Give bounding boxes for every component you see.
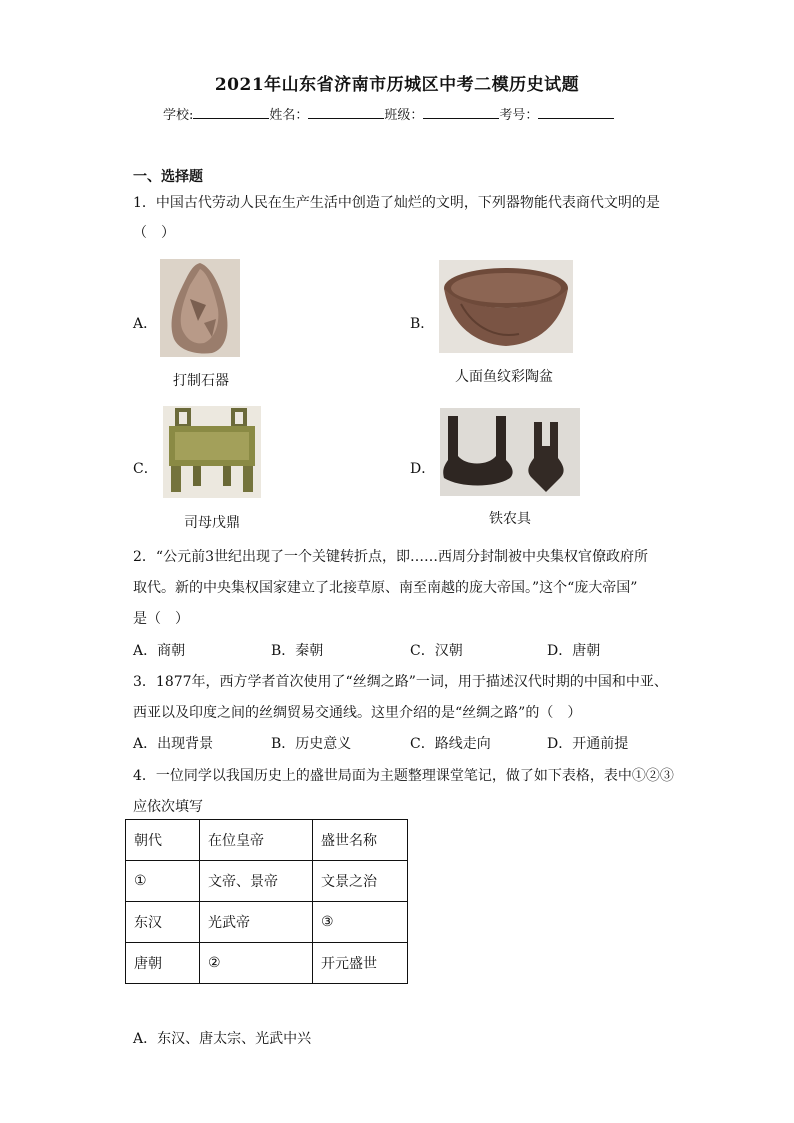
q3-options xyxy=(133,733,653,753)
table-cell: 盛世名称 xyxy=(313,820,408,861)
simuwu-ding-image xyxy=(163,406,261,498)
q1-stem-line1: 1．中国古代劳动人民在生产生活中创造了灿烂的文明，下列器物能代表商代文明的是 xyxy=(133,195,660,211)
q3-option-c[interactable]: C．路线走向 xyxy=(410,736,491,752)
section-title: 一、选择题 xyxy=(133,169,203,185)
q1-option-b-caption: 人面鱼纹彩陶盆 xyxy=(455,369,553,385)
table-cell: 唐朝 xyxy=(126,943,200,984)
name-blank[interactable] xyxy=(308,106,384,119)
page-title: 2021年山东省济南市历城区中考二模历史试题 xyxy=(214,75,580,95)
q4-stem-line1: 4．一位同学以我国历史上的盛世局面为主题整理课堂笔记，做了如下表格，表中①②③ xyxy=(133,768,674,784)
q3-option-b[interactable]: B．历史意义 xyxy=(271,736,352,752)
table-row xyxy=(126,902,408,943)
class-label: 班级： xyxy=(384,108,424,123)
table-cell: 开元盛世 xyxy=(313,943,408,984)
name-label: 姓名： xyxy=(269,108,309,123)
q2-option-b[interactable]: B．秦朝 xyxy=(271,643,324,659)
table-row xyxy=(126,943,408,984)
q1-option-d-letter[interactable]: D． xyxy=(410,461,436,477)
q1-option-a-letter[interactable]: A． xyxy=(133,316,158,332)
q1-option-c-caption: 司母戊鼎 xyxy=(184,515,240,531)
table-cell: ① xyxy=(126,861,200,902)
q4-option-a[interactable]: A．东汉、唐太宗、光武中兴 xyxy=(133,1031,312,1047)
prosperity-table xyxy=(125,819,408,984)
iron-tools-image xyxy=(440,408,580,496)
q1-option-d-caption: 铁农具 xyxy=(489,511,531,527)
q4-stem-line2: 应依次填写 xyxy=(133,799,203,815)
q3-stem-line2: 西亚以及印度之间的丝绸贸易交通线。这里介绍的是“丝绸之路”的（ ） xyxy=(133,705,582,721)
q3-stem-line1: 3．1877年，西方学者首次使用了“丝绸之路”一词，用于描述汉代时期的中国和中亚、 xyxy=(133,674,668,690)
school-blank[interactable] xyxy=(193,106,269,119)
table-cell: 文景之治 xyxy=(313,861,408,902)
q2-stem-line1: 2．“公元前3世纪出现了一个关键转折点，即……西周分封制被中央集权官僚政府所 xyxy=(133,549,648,565)
table-cell: 朝代 xyxy=(126,820,200,861)
stone-tool-image xyxy=(160,259,240,357)
exam-no-label: 考号： xyxy=(499,108,539,123)
school-label: 学校: xyxy=(163,108,194,123)
q2-options xyxy=(133,640,633,660)
q2-stem-line2: 取代。新的中央集权国家建立了北接草原、南至南越的庞大帝国。”这个“庞大帝国” xyxy=(133,580,638,596)
table-row xyxy=(126,820,408,861)
q1-option-a-caption: 打制石器 xyxy=(173,373,229,389)
exam-no-blank[interactable] xyxy=(538,106,614,119)
q2-stem-line3: 是（ ） xyxy=(133,611,189,627)
q2-option-d[interactable]: D．唐朝 xyxy=(547,643,601,659)
q1-option-c-letter[interactable]: C． xyxy=(133,461,158,477)
table-row xyxy=(126,861,408,902)
q3-option-a[interactable]: A．出现背景 xyxy=(133,736,214,752)
q1-stem-line2: （ ） xyxy=(133,225,175,241)
table-cell: 文帝、景帝 xyxy=(200,861,313,902)
q2-option-c[interactable]: C．汉朝 xyxy=(410,643,463,659)
table-cell: 东汉 xyxy=(126,902,200,943)
pottery-basin-image xyxy=(439,260,573,353)
table-cell: ② xyxy=(200,943,313,984)
q3-option-d[interactable]: D．开通前提 xyxy=(547,736,629,752)
q1-option-b-letter[interactable]: B． xyxy=(410,316,435,332)
q2-option-a[interactable]: A．商朝 xyxy=(133,643,186,659)
table-cell: 光武帝 xyxy=(200,902,313,943)
class-blank[interactable] xyxy=(423,106,499,119)
student-info-line xyxy=(163,104,614,123)
table-cell: 在位皇帝 xyxy=(200,820,313,861)
table-cell: ③ xyxy=(313,902,408,943)
